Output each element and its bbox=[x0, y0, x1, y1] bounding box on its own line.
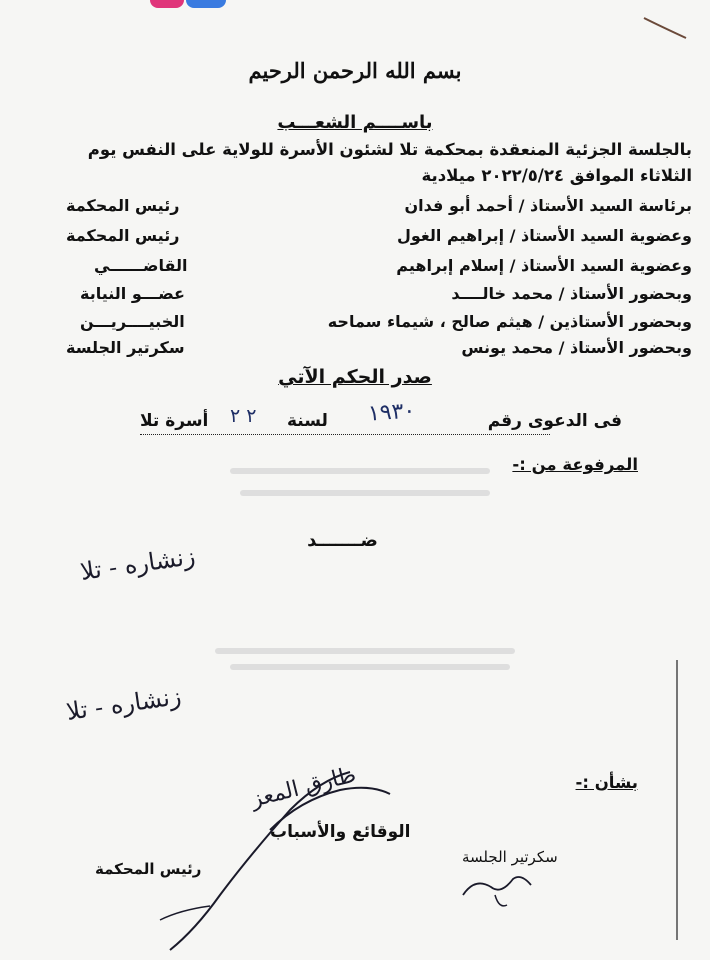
margin-line bbox=[676, 660, 678, 940]
redacted-text bbox=[240, 490, 490, 496]
judgment-heading: صدر الحكم الآتي bbox=[278, 366, 432, 388]
member-row-role: رئيس المحكمة bbox=[66, 196, 180, 215]
member-row-role: الخبيــــريـــن bbox=[80, 312, 185, 331]
case-prefix: فى الدعوى رقم bbox=[487, 411, 622, 431]
secretary-label: سكرتير الجلسة bbox=[462, 848, 558, 866]
member-row-text: وعضوية السيد الأستاذ / إسلام إبراهيم bbox=[396, 256, 692, 275]
case-underline bbox=[140, 434, 550, 435]
handwritten-address-1: زنشاره - تلا bbox=[78, 542, 197, 586]
year-handwritten: ٢ ٢ bbox=[230, 405, 257, 427]
pen-stroke-mark bbox=[640, 12, 690, 42]
member-row-text: وعضوية السيد الأستاذ / إبراهيم الغول bbox=[396, 226, 692, 245]
redacted-text bbox=[215, 648, 515, 654]
member-row-role: سكرتير الجلسة bbox=[66, 338, 185, 357]
member-row-text: برئاسة السيد الأستاذ / أحمد أبو فدان bbox=[404, 196, 692, 215]
year-label: لسنة bbox=[287, 411, 328, 431]
session-line-1: بالجلسة الجزئية المنعقدة بمحكمة تلا لشئون الأسرة للولاية على النفس يوم bbox=[87, 140, 692, 159]
top-pink-mark bbox=[150, 0, 184, 8]
signature-text: طارق المعز bbox=[248, 762, 359, 813]
president-label: رئيس المحكمة bbox=[95, 860, 202, 878]
case-number-handwritten: ١٩٣٠ bbox=[367, 398, 417, 427]
basmala: بسم الله الرحمن الرحيم bbox=[248, 58, 462, 83]
member-row-role: القاضــــــي bbox=[94, 256, 188, 275]
member-row-text: وبحضور الأستاذ / محمد يونس bbox=[461, 338, 692, 357]
top-blue-mark bbox=[186, 0, 226, 8]
regarding-label: بشأن :- bbox=[575, 773, 638, 792]
member-row-text: وبحضور الأستاذ / محمد خالــــد bbox=[451, 284, 692, 303]
member-row-role: عضـــو النيابة bbox=[80, 284, 185, 303]
session-line-2: الثلاثاء الموافق ٢٠٢٢/٥/٢٤ ميلادية bbox=[421, 166, 692, 185]
member-row-role: رئيس المحكمة bbox=[66, 226, 180, 245]
handwritten-address-2: زنشاره - تلا bbox=[64, 682, 183, 726]
against-label: ضـــــــد bbox=[307, 530, 378, 551]
secretary-signature bbox=[455, 865, 545, 915]
redacted-text bbox=[230, 468, 490, 474]
court-suffix: أسرة تلا bbox=[140, 411, 209, 431]
raised-by-label: المرفوعة من :- bbox=[512, 455, 638, 474]
redacted-text bbox=[230, 664, 510, 670]
member-row-text: وبحضور الأستاذين / هيثم صالح ، شيماء سماحه bbox=[327, 312, 692, 331]
facts-heading: الوقائع والأسباب bbox=[270, 822, 411, 842]
in-name-of-people: باســــم الشعـــب bbox=[277, 112, 433, 133]
